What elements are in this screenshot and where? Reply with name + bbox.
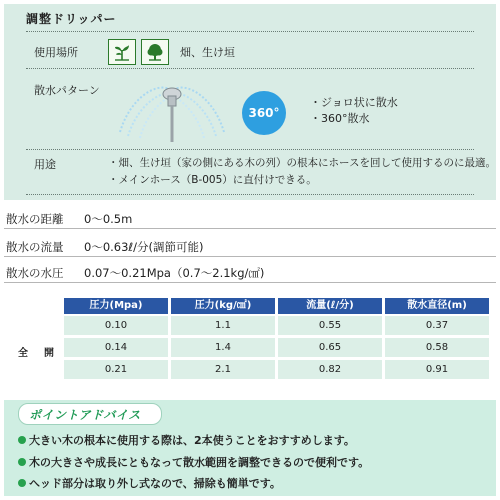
spec-value: 0.07～0.21Mpa（0.7～2.1kg/㎠)	[84, 266, 265, 280]
section-title: 調整ドリッパー	[26, 12, 117, 26]
spec-label: 散水の距離	[6, 212, 64, 226]
table-cell: 1.4	[171, 338, 275, 357]
table-cell: 0.14	[64, 338, 168, 357]
table-cell: 0.37	[385, 316, 489, 335]
table-cell: 1.1	[171, 316, 275, 335]
use-line: ・畑、生け垣（家の側にある木の列）の根本にホースを回して使用するのに最適。	[108, 157, 496, 169]
table-header: 散水直径(m)	[385, 298, 489, 314]
spec-label: 散水の流量	[6, 240, 64, 254]
spray-illustration-icon	[114, 82, 234, 150]
location-label: 使用場所	[34, 46, 78, 59]
advice-item: 木の大きさや成長にともなって散水範囲を調整できるので便利です。	[18, 454, 369, 470]
use-label: 用途	[34, 158, 56, 171]
advice-title: ポイントアドバイス	[29, 408, 141, 422]
use-line: ・メインホース（B-005）に直付けできる。	[108, 174, 317, 186]
row-divider	[26, 31, 474, 32]
table-cell: 0.65	[278, 338, 382, 357]
table-header: 流量(ℓ/分)	[278, 298, 382, 314]
tree-icon	[141, 39, 169, 65]
bullet-icon	[18, 479, 26, 487]
table-cell: 0.21	[64, 360, 168, 379]
table-cell: 0.82	[278, 360, 382, 379]
pattern-item: ・360°散水	[310, 112, 370, 125]
product-info-panel	[4, 4, 496, 200]
plant-sprout-icon	[108, 39, 136, 65]
table-header: 圧力(kg/㎠)	[171, 298, 275, 314]
pattern-label: 散水パターン	[34, 84, 100, 97]
pattern-badge: 360°	[242, 91, 286, 135]
location-text: 畑、生け垣	[180, 46, 235, 59]
table-cell: 0.58	[385, 338, 489, 357]
bullet-icon	[18, 458, 26, 466]
advice-panel	[4, 400, 496, 496]
spec-value: 0～0.5m	[84, 212, 133, 226]
row-divider	[26, 194, 474, 195]
spec-row-pressure	[4, 262, 496, 283]
table-cell: 2.1	[171, 360, 275, 379]
table-cell: 0.55	[278, 316, 382, 335]
table-cell: 0.91	[385, 360, 489, 379]
advice-title-badge	[18, 403, 162, 425]
bullet-icon	[18, 436, 26, 444]
row-divider	[26, 149, 474, 150]
table-header: 圧力(Mpa)	[64, 298, 168, 314]
table-row-label: 全 開	[18, 348, 57, 359]
spec-row-flow	[4, 236, 496, 257]
spec-row-distance	[4, 208, 496, 229]
table-cell: 0.10	[64, 316, 168, 335]
pattern-item: ・ジョロ状に散水	[310, 96, 398, 109]
advice-item: 大きい木の根本に使用する際は、2本使うことをおすすめします。	[18, 432, 355, 448]
location-icons	[108, 39, 169, 65]
spec-value: 0～0.63ℓ/分(調節可能)	[84, 240, 204, 254]
row-divider	[26, 68, 474, 69]
spec-label: 散水の水圧	[6, 266, 64, 280]
advice-item: ヘッド部分は取り外し式なので、掃除も簡単です。	[18, 475, 281, 491]
